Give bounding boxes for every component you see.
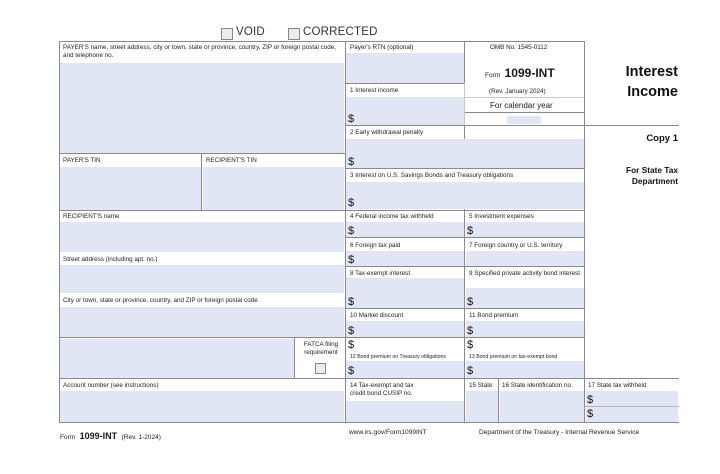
payer-rtn-label: Payer's RTN (optional)	[350, 44, 414, 51]
city-state-zip-label: City or town, state or province, country, and ZIP or foreign postal code	[63, 297, 258, 304]
line-box12-13	[59, 378, 679, 379]
city-state-zip-field[interactable]	[60, 307, 344, 337]
divider-right-column	[584, 41, 585, 422]
box1-field[interactable]	[346, 97, 464, 125]
line-payer	[59, 153, 345, 154]
divider-left-column	[345, 41, 346, 422]
fatca-label: FATCA filing requirement	[303, 341, 339, 356]
box8-label: 8 Tax-exempt interest	[350, 270, 411, 277]
fatca-checkbox[interactable]	[315, 363, 326, 374]
box10-label: 10 Market discount	[350, 312, 404, 319]
box9-dollar: $	[467, 296, 474, 308]
calendar-year-label: For calendar year	[490, 101, 553, 110]
form-left-border	[59, 41, 60, 422]
corrected-label: CORRECTED	[303, 26, 378, 38]
box2-field[interactable]	[346, 139, 584, 168]
form-top-border	[59, 41, 585, 42]
line-revision	[465, 112, 584, 113]
account-number-label: Account number (see instructions)	[63, 382, 159, 389]
box14-label: 14 Tax-exempt and tax credit bond CUSIP no.	[350, 382, 414, 397]
line-box17-split	[585, 406, 679, 407]
box14-field[interactable]	[346, 401, 464, 422]
line-box2	[346, 168, 584, 169]
void-checkbox[interactable]	[221, 28, 233, 40]
box6-label: 6 Foreign tax paid	[350, 242, 401, 249]
divider-mid-column	[464, 209, 465, 422]
footer-url[interactable]: www.irs.gov/Form1099INT	[349, 429, 427, 436]
payer-name-field[interactable]	[60, 63, 344, 153]
form-title-block	[485, 64, 555, 82]
box13-field[interactable]	[466, 361, 584, 378]
box17-dollar-2: $	[587, 408, 594, 420]
box15-field[interactable]	[466, 391, 498, 422]
corrected-checkbox[interactable]	[288, 28, 300, 40]
form-title-interest: Interest	[625, 64, 678, 80]
line-box6-7	[346, 266, 584, 267]
box11-dollar: $	[467, 325, 474, 337]
recipient-tin-field[interactable]	[203, 167, 344, 210]
recipient-tin-label: RECIPIENT'S TIN	[206, 157, 257, 164]
box5-field[interactable]	[466, 222, 584, 237]
footer-revision: (Rev. 1-2024)	[121, 434, 161, 441]
calendar-year-field[interactable]	[507, 116, 541, 124]
line-box1	[346, 125, 679, 126]
copy-purpose-line1: For State Tax	[626, 165, 678, 175]
box9-label: 9 Specified private activity bond interest	[469, 270, 580, 277]
box7-label: 7 Foreign country or U.S. territory	[469, 242, 563, 249]
box11-label: 11 Bond premium	[469, 312, 519, 319]
divider-tin	[201, 153, 202, 210]
box3-field[interactable]	[346, 182, 584, 209]
box12-field[interactable]	[346, 361, 464, 378]
recipient-name-label: RECIPIENT'S name	[63, 213, 120, 220]
divider-fatca	[294, 337, 295, 378]
line-form-name	[465, 97, 584, 98]
street-address-field[interactable]	[60, 265, 344, 293]
box16-field[interactable]	[500, 391, 584, 422]
box3-label: 3 Interest on U.S. Savings Bonds and Treasury obligations	[350, 172, 514, 179]
box13-dollar: $	[467, 365, 474, 377]
copy-purpose-line2: Department	[631, 176, 678, 186]
box10-dollar: $	[348, 325, 355, 337]
box15-label: 15 State	[469, 382, 493, 389]
void-label: VOID	[236, 26, 265, 38]
form-bottom-border	[59, 422, 679, 423]
payer-name-label: PAYER'S name, street address, city or town, state or province, country, ZIP or foreign postal code, and telephone no.	[63, 44, 337, 59]
box5-label: 5 Investment expenses	[469, 213, 534, 220]
line-rtn	[346, 83, 464, 84]
box8-dollar: $	[348, 296, 355, 308]
form-title-income: Income	[627, 84, 678, 100]
recipient-name-field[interactable]	[60, 222, 344, 252]
divider-state-id	[498, 378, 499, 422]
box12-dollar: $	[348, 365, 355, 377]
copy-designation: Copy 1	[646, 133, 678, 144]
divider-rtn-omb	[464, 41, 465, 83]
form-revision: (Rev. January 2024)	[489, 88, 546, 95]
account-number-field[interactable]	[60, 391, 344, 422]
box1-label: 1 Interest income	[350, 87, 399, 94]
footer-form-id	[60, 426, 161, 444]
box4-field[interactable]	[346, 222, 464, 237]
fatca-row-dollar-right: $	[467, 339, 474, 351]
box4-dollar: $	[348, 225, 355, 237]
box10-field[interactable]	[346, 321, 464, 338]
extra-address-field[interactable]	[60, 339, 294, 378]
box4-label: 4 Federal income tax withheld	[350, 213, 434, 220]
box8-field[interactable]	[346, 278, 464, 308]
divider-box1-year	[464, 125, 465, 139]
line-box4-5	[346, 237, 584, 238]
street-address-label: Street address (including apt. no.)	[63, 256, 158, 263]
line-tin	[59, 210, 584, 211]
box5-dollar: $	[467, 225, 474, 237]
box3-dollar: $	[348, 197, 355, 209]
box13-label: 13 Bond premium on tax-exempt bond	[469, 354, 558, 360]
box7-field[interactable]	[466, 251, 584, 266]
box17-label: 17 State tax withheld	[588, 382, 647, 389]
line-box8-9	[346, 308, 584, 309]
divider-omb-soft	[464, 83, 465, 125]
form-name: 1099-INT	[504, 66, 555, 80]
omb-number: OMB No. 1545-0112	[490, 44, 548, 51]
box17-dollar-1: $	[587, 394, 594, 406]
box6-dollar: $	[348, 254, 355, 266]
box12-label: 12 Bond premium on Treasury obligations	[350, 354, 447, 360]
footer-department: Department of the Treasury - Internal Revenue Service	[479, 429, 640, 436]
payer-tin-label: PAYER'S TIN	[63, 157, 101, 164]
box9-field[interactable]	[466, 288, 584, 308]
box6-field[interactable]	[346, 251, 464, 266]
footer-form-name: 1099-INT	[79, 431, 118, 441]
box2-label: 2 Early withdrawal penalty	[350, 129, 424, 136]
fatca-row-dollar-left: $	[348, 339, 355, 351]
footer-form-word: Form	[60, 434, 76, 441]
line-box10-11	[59, 337, 584, 338]
form-word: Form	[485, 72, 501, 79]
box2-dollar: $	[348, 156, 355, 168]
box11-field[interactable]	[466, 321, 584, 338]
box16-label: 16 State identification no.	[502, 382, 573, 389]
payer-tin-field[interactable]	[60, 167, 201, 210]
payer-rtn-field[interactable]	[346, 53, 464, 83]
box1-dollar: $	[348, 113, 355, 125]
